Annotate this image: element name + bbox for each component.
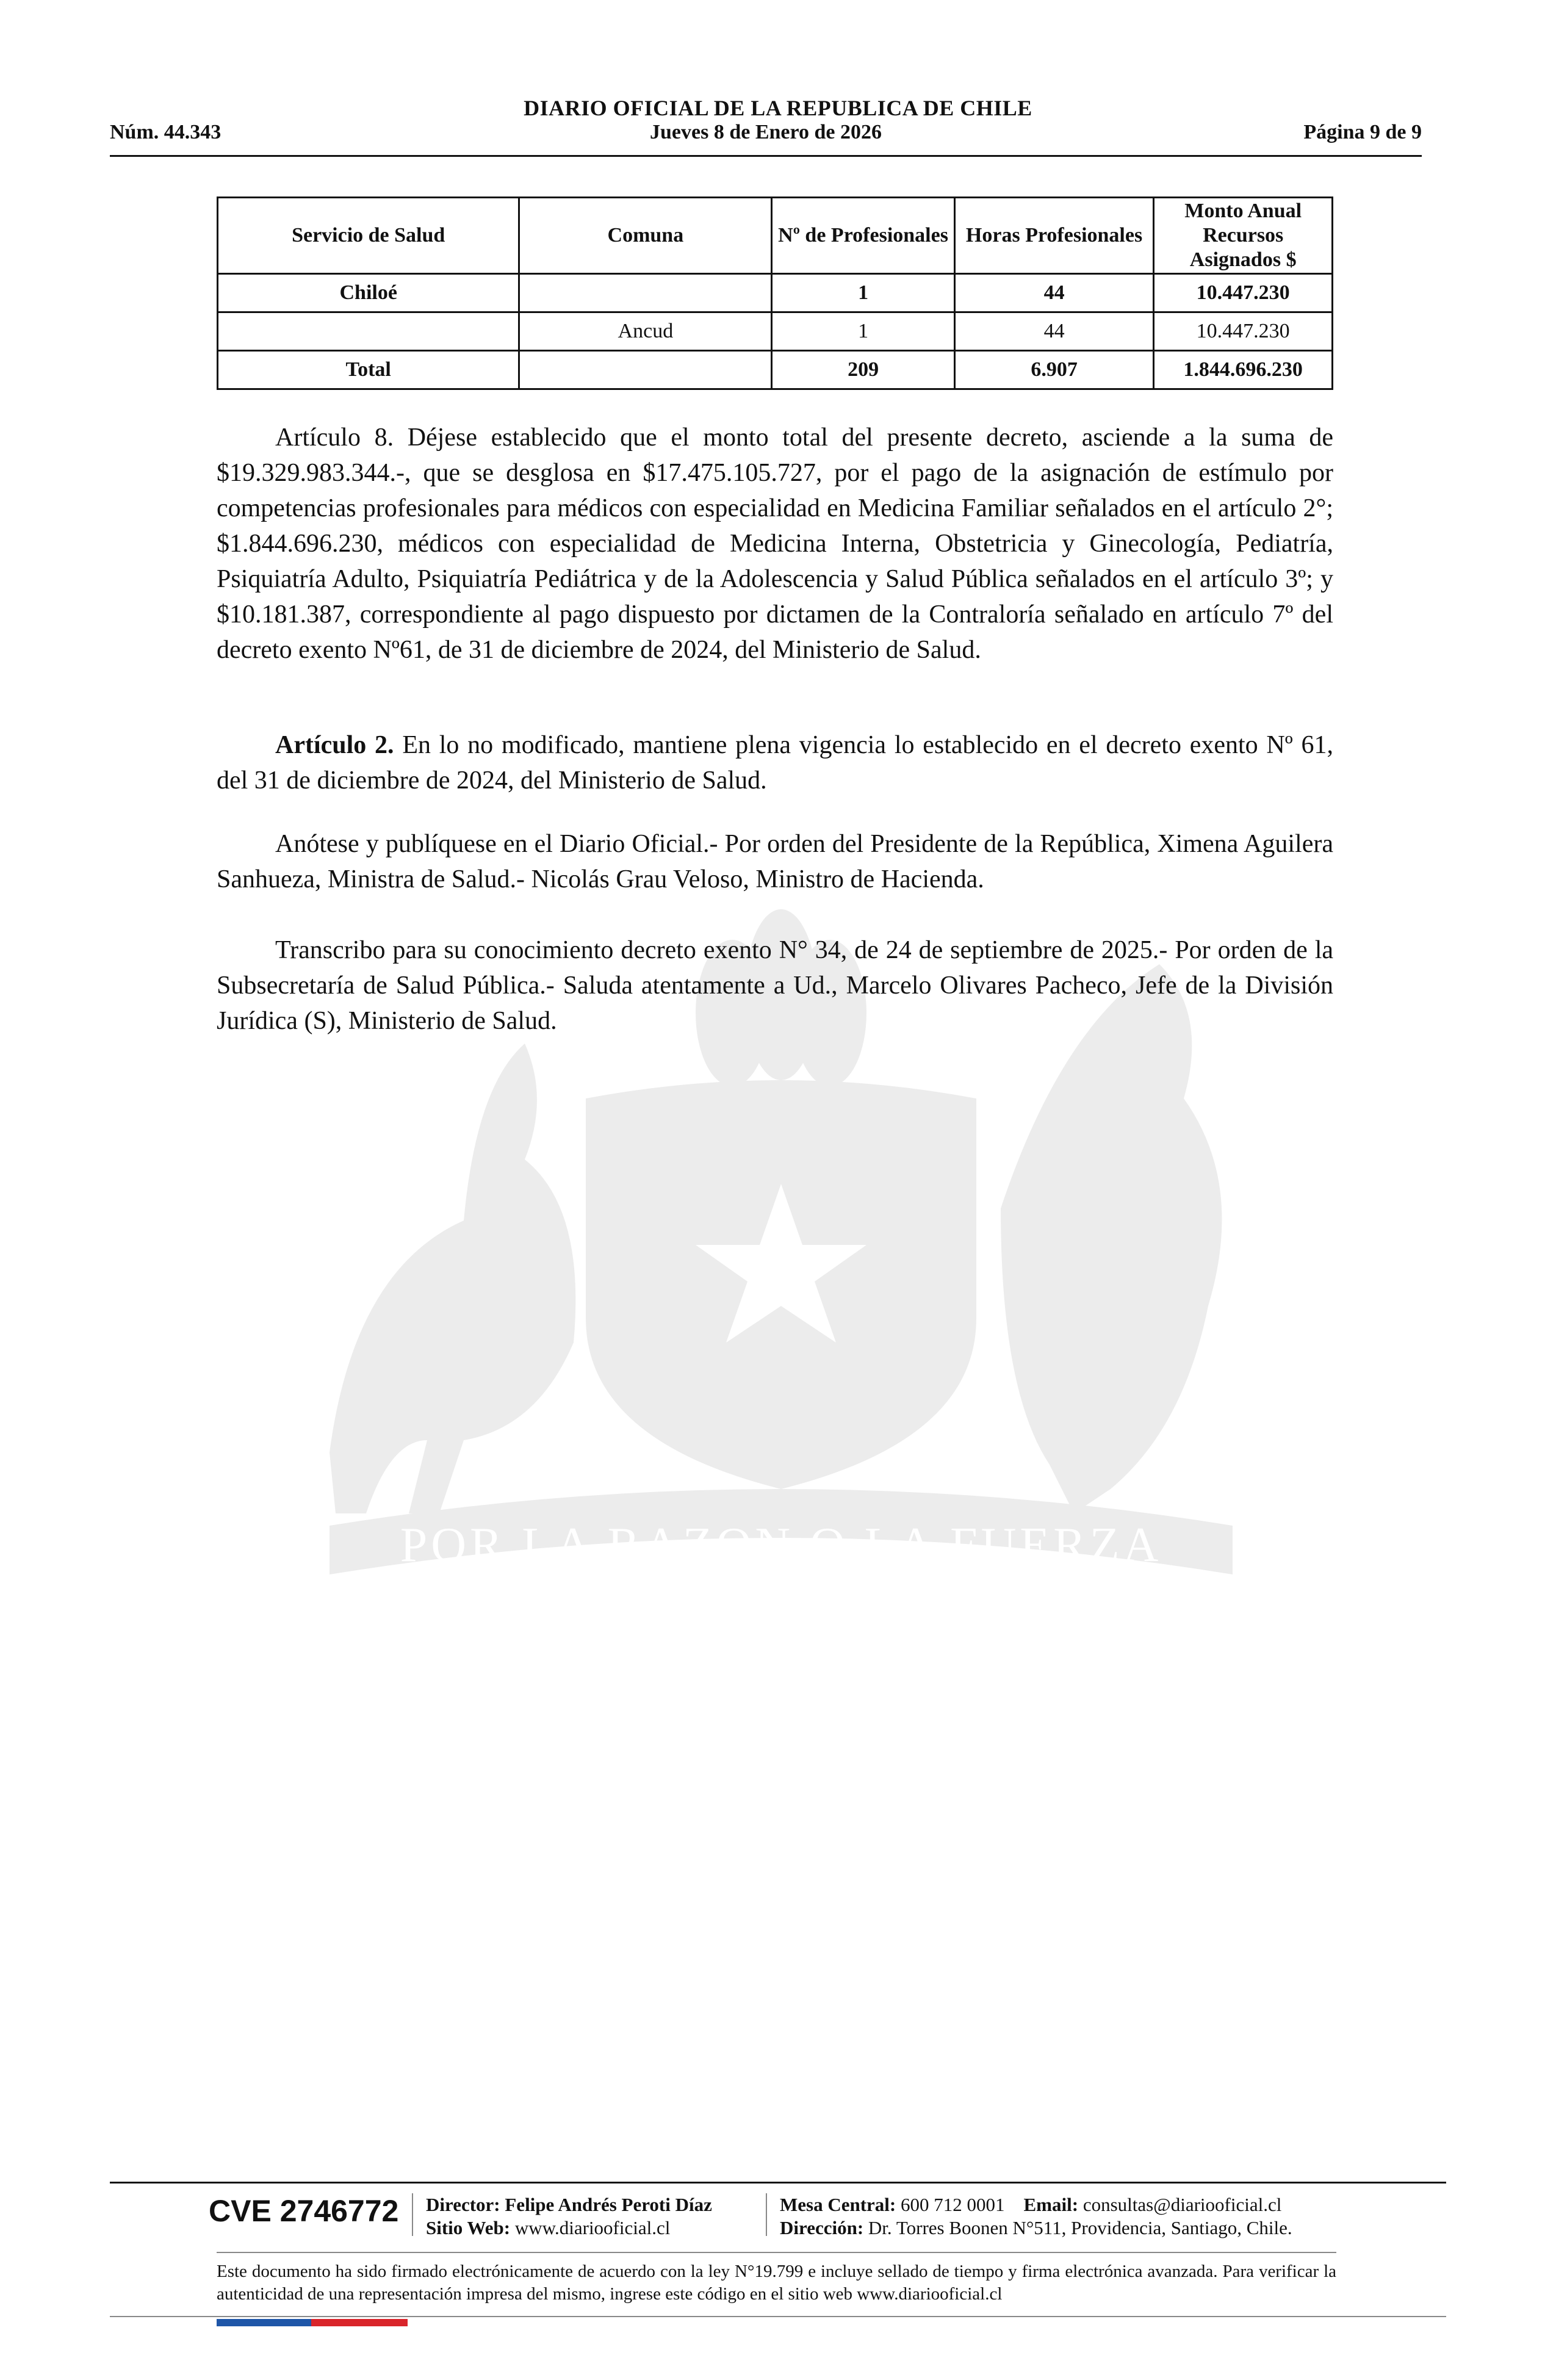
transcribo-paragraph	[217, 932, 1333, 1039]
cve-code: CVE 2746772	[209, 2194, 399, 2228]
anotese-text: Anótese y publíquese en el Diario Oficial.- Por orden del Presidente de la República, Ximena Aguilera Sanhueza, Ministra de Salud.- Nicolás Grau Veloso, Ministro de Hacienda.	[217, 830, 1333, 893]
direccion-label: Dirección:	[780, 2217, 864, 2238]
table-cell: Total	[218, 351, 519, 389]
table-cell: 1	[772, 274, 954, 312]
header-divider	[110, 155, 1422, 157]
article-8-text: Artículo 8. Déjese establecido que el monto total del presente decreto, asciende a la suma de $19.329.983.344.-, que se desglosa en $17.475.105.727, por el pago de la asignación de estímulo por competencias profesionales para médicos con especialidad en Medicina Familiar señalados en el artículo 2°; $1.844.696.230, médicos con especialidad de Medicina Interna, Obstetricia y Ginecología, Pediatría, Psiquiatría Adulto, Psiquiatría Pediátrica y de la Adolescencia y Salud Pública señalados en el artículo 3º; y $10.181.387, correspondiente al pago dispuesto por dictamen de la Contraloría señalado en artículo 7º del decreto exento Nº61, de 31 de diciembre de 2024, del Ministerio de Salud.	[217, 424, 1333, 664]
page-number: Página 9 de 9	[1303, 121, 1422, 143]
watermark-motto: POR LA RAZON O LA FUERZA	[400, 1518, 1162, 1572]
table-cell: Ancud	[519, 312, 772, 351]
email-label: Email:	[1023, 2194, 1079, 2215]
footer-contact-block	[780, 2193, 1292, 2240]
footer-separator	[766, 2193, 767, 2236]
table-cell: 44	[954, 274, 1154, 312]
flag-stripe-blue	[217, 2319, 311, 2326]
column-header: Comuna	[519, 198, 772, 274]
footer-top-divider	[110, 2182, 1446, 2183]
table-cell: 10.447.230	[1154, 312, 1333, 351]
table-row	[218, 312, 1333, 351]
table-cell: 6.907	[954, 351, 1154, 389]
issue-number: Núm. 44.343	[110, 121, 222, 143]
table-cell: Chiloé	[218, 274, 519, 312]
anotese-paragraph	[217, 826, 1333, 897]
footer-bottom-divider	[110, 2316, 1446, 2317]
flag-stripe-red	[311, 2319, 408, 2326]
table-cell: 10.447.230	[1154, 274, 1333, 312]
column-header: Nº de Profesionales	[772, 198, 954, 274]
table-cell	[519, 351, 772, 389]
article-2-label: Artículo 2.	[275, 731, 394, 759]
article-2-paragraph	[217, 727, 1333, 798]
table-cell: 1	[772, 312, 954, 351]
director-label: Director:	[426, 2194, 500, 2215]
email-link[interactable]: consultas@diariooficial.cl	[1082, 2194, 1282, 2215]
website-link[interactable]: www.diariooficial.cl	[514, 2217, 671, 2238]
header-row	[110, 121, 1422, 151]
mesa-phone: 600 712 0001	[901, 2194, 1005, 2215]
address: Dr. Torres Boonen N°511, Providencia, Santiago, Chile.	[868, 2217, 1292, 2238]
table-cell: 209	[772, 351, 954, 389]
column-header: Horas Profesionales	[954, 198, 1154, 274]
legal-notice: Este documento ha sido firmado electrónicamente de acuerdo con la ley N°19.799 e incluye sellado de tiempo y firma electrónica avanzada. Para verificar la autenticidad de una representación impresa del mismo, ingrese este código en el sitio web www.diariooficial.cl	[217, 2262, 1336, 2304]
allocation-table	[217, 197, 1333, 390]
director-name: Felipe Andrés Peroti Díaz	[505, 2194, 712, 2215]
table-cell: 1.844.696.230	[1154, 351, 1333, 389]
table-header-row	[218, 198, 1333, 274]
mesa-label: Mesa Central:	[780, 2194, 896, 2215]
table-cell	[218, 312, 519, 351]
article-8-paragraph	[217, 420, 1333, 668]
column-header: Monto Anual Recursos Asignados $	[1154, 198, 1333, 274]
table-row	[218, 274, 1333, 312]
newspaper-title: DIARIO OFICIAL DE LA REPUBLICA DE CHILE	[524, 96, 1032, 120]
article-2-text: En lo no modificado, mantiene plena vigencia lo establecido en el decreto exento Nº 61, del 31 de diciembre de 2024, del Ministerio de Salud.	[217, 731, 1334, 795]
issue-date: Jueves 8 de Enero de 2026	[650, 121, 882, 143]
table-cell: 44	[954, 312, 1154, 351]
table-cell	[519, 274, 772, 312]
footer-separator	[412, 2193, 413, 2236]
table-total-row	[218, 351, 1333, 389]
column-header: Servicio de Salud	[218, 198, 519, 274]
footer-mid-divider	[217, 2252, 1336, 2253]
web-label: Sitio Web:	[426, 2217, 511, 2238]
transcribo-text: Transcribo para su conocimiento decreto exento N° 34, de 24 de septiembre de 2025.- Por orden de la Subsecretaría de Salud Pública.- Saluda atentamente a Ud., Marcelo Olivares Pacheco, Jefe de la División Jurídica (S), Ministerio de Salud.	[217, 936, 1333, 1035]
footer-director-block	[426, 2193, 712, 2240]
